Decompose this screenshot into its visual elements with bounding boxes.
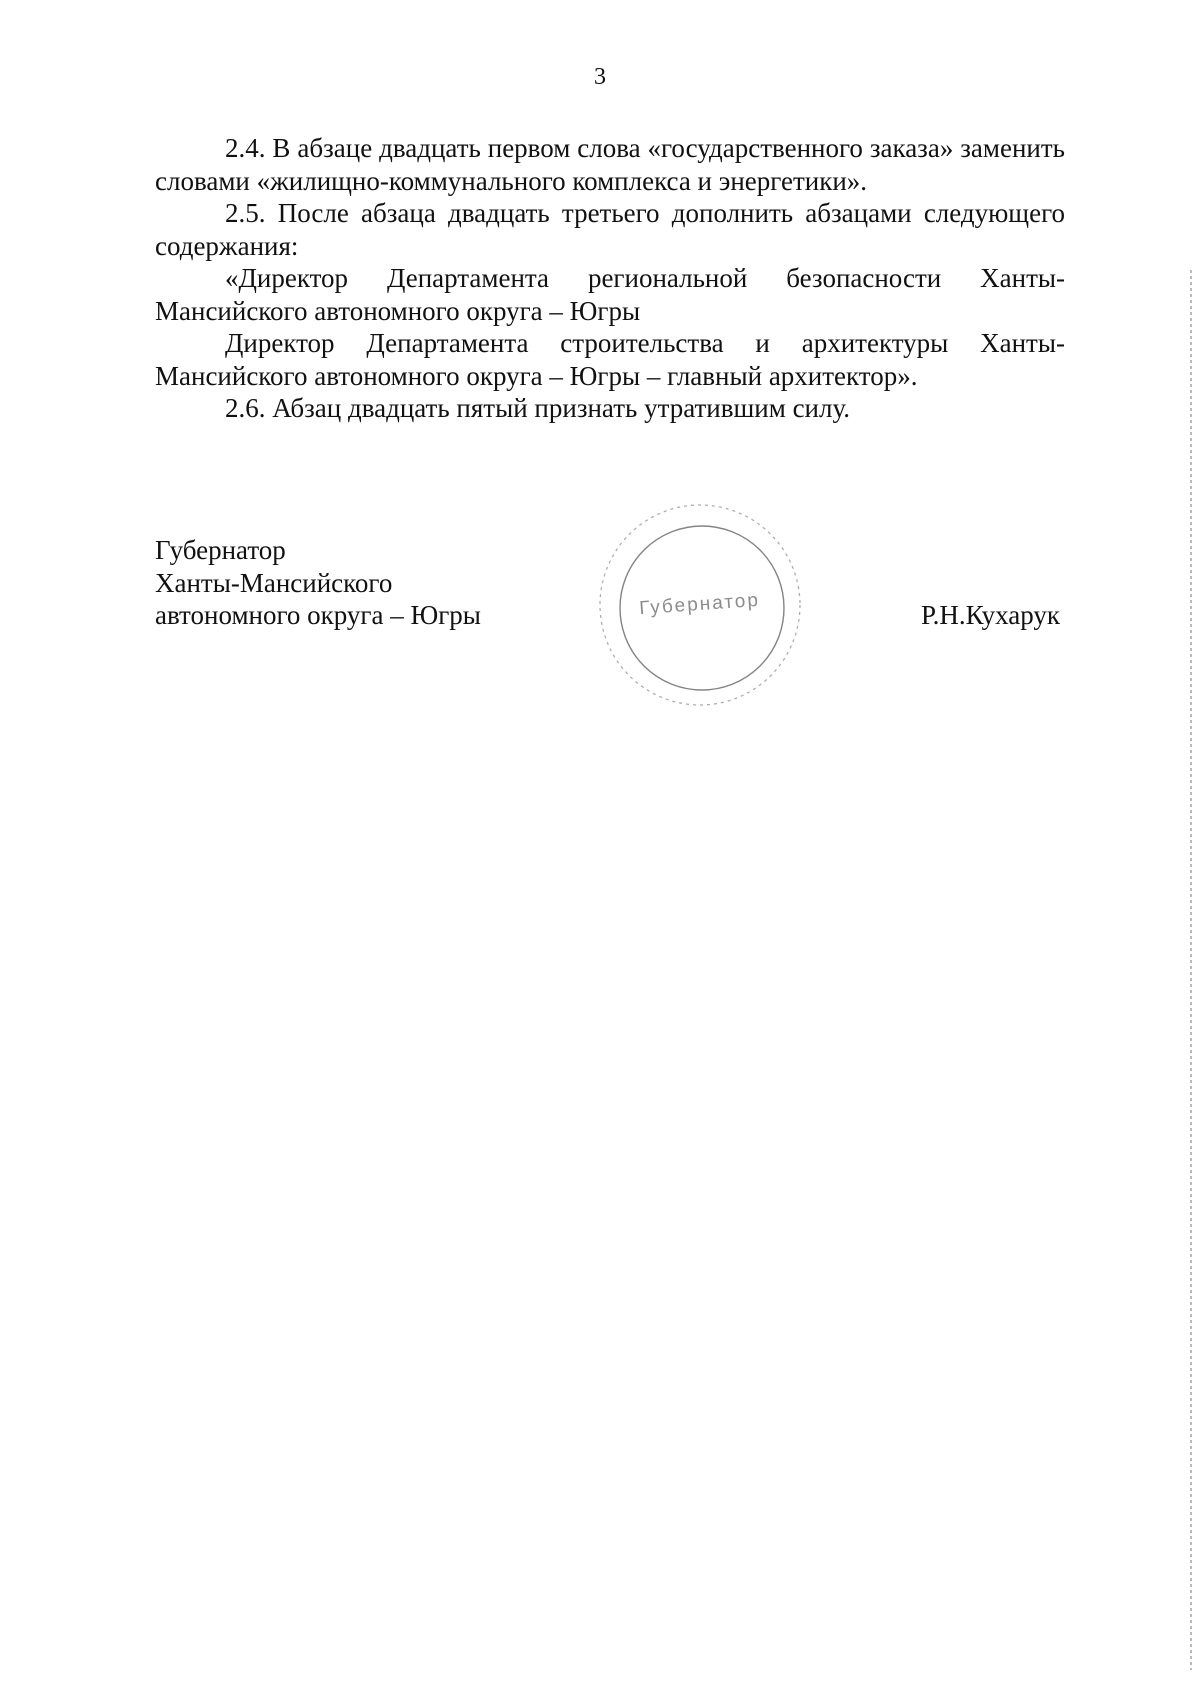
paragraph-director-construction: Директор Департамента строительства и архитектуры Ханты-Мансийского автономного округа – Югры – главный архитектор». xyxy=(155,328,1065,391)
signatory-title-line: Ханты-Мансийского xyxy=(155,567,393,598)
official-stamp xyxy=(585,500,815,710)
signatory-title-line: автономного округа – Югры xyxy=(155,600,481,630)
paragraph-director-security: «Директор Департамента региональной безопасности Ханты-Мансийского автономного округа – Югры xyxy=(155,263,1065,326)
signatory-title-line: Губернатор xyxy=(155,535,286,565)
signatory-title xyxy=(155,534,481,632)
paragraph-2-6: 2.6. Абзац двадцать пятый признать утратившим силу. xyxy=(225,393,851,423)
paragraph-2-5: 2.5. После абзаца двадцать третьего дополнить абзацами следующего содержания: xyxy=(155,198,1065,261)
paragraph-2-4: 2.4. В абзаце двадцать первом слова «государственного заказа» заменить словами «жилищно-коммунального комплекса и энергетики». xyxy=(155,133,1065,196)
page-number: 3 xyxy=(594,64,606,90)
stamp-label: Губернатор xyxy=(638,589,761,620)
scan-edge-artifact xyxy=(1190,270,1192,1670)
signer-name: Р.Н.Кухарук xyxy=(920,600,1060,630)
document-body xyxy=(155,132,1065,425)
